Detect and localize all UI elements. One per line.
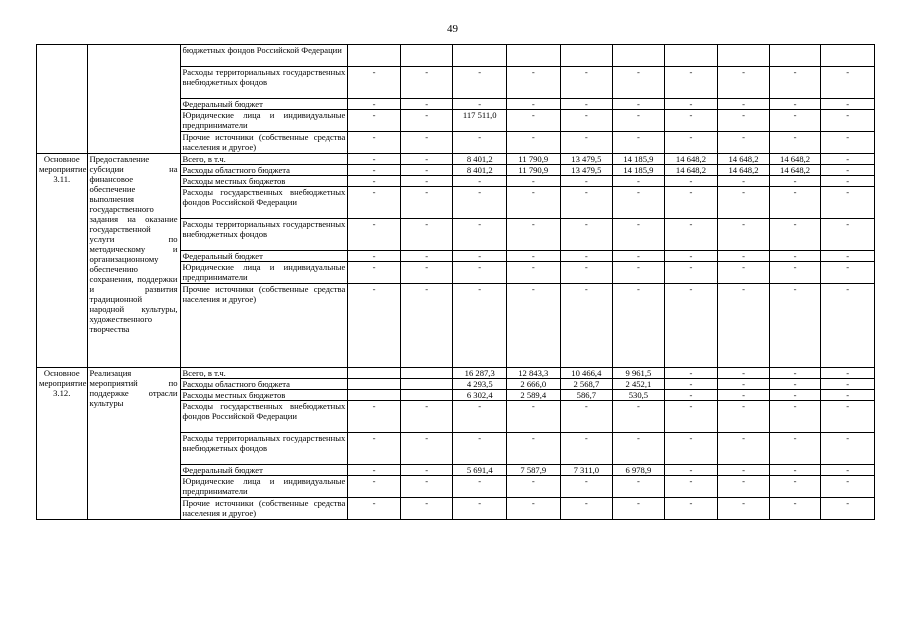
amount-cell: - [613,433,665,465]
amount-cell: - [400,433,453,465]
amount-cell: 14 648,2 [769,165,821,176]
amount-cell: - [507,67,561,99]
amount-cell: - [560,476,613,498]
amount-cell: - [769,498,821,520]
amount-cell: - [613,110,665,132]
amount-cell: - [453,99,507,110]
amount-cell: 2 568,7 [560,379,613,390]
amount-cell: - [821,67,875,99]
amount-cell: - [400,262,453,284]
amount-cell: - [821,176,875,187]
funding-source-cell: Прочие источники (собственные средства населения и другое) [180,132,348,154]
amount-cell: 14 185,9 [613,154,665,165]
amount-cell: - [821,401,875,433]
amount-cell: 2 666,0 [507,379,561,390]
amount-cell: - [664,476,718,498]
amount-cell: 8 401,2 [453,154,507,165]
funding-source-cell: Прочие источники (собственные средства населения и другое) [180,284,348,368]
amount-cell: - [664,251,718,262]
amount-cell: - [821,219,875,251]
amount-cell: - [664,498,718,520]
amount-cell: - [560,433,613,465]
measure-code-cell: Основное мероприятие 3.11. [37,154,88,368]
amount-cell: - [453,284,507,368]
amount-cell: - [718,132,770,154]
amount-cell: - [453,433,507,465]
funding-source-cell: Всего, в т.ч. [180,368,348,379]
amount-cell: 13 479,5 [560,154,613,165]
amount-cell: - [453,132,507,154]
amount-cell: - [769,219,821,251]
funding-source-cell: Прочие источники (собственные средства населения и другое) [180,498,348,520]
funding-source-cell: Расходы областного бюджета [180,165,348,176]
amount-cell: - [348,187,401,219]
amount-cell: - [560,132,613,154]
amount-cell: - [348,176,401,187]
amount-cell: - [769,132,821,154]
amount-cell: 2 589,4 [507,390,561,401]
amount-cell: - [664,284,718,368]
funding-source-cell: Расходы государственных внебюджетных фондов Российской Федерации [180,401,348,433]
amount-cell: - [400,67,453,99]
funding-source-cell: бюджетных фондов Российской Федерации [180,45,348,67]
funding-source-cell: Юридические лица и индивидуальные предприниматели [180,476,348,498]
amount-cell [664,45,718,67]
amount-cell: 5 691,4 [453,465,507,476]
amount-cell: - [507,401,561,433]
funding-source-cell: Федеральный бюджет [180,99,348,110]
amount-cell [400,390,453,401]
amount-cell: - [560,219,613,251]
amount-cell: 7 311,0 [560,465,613,476]
amount-cell: - [821,154,875,165]
amount-cell: - [613,401,665,433]
amount-cell: - [664,262,718,284]
amount-cell: 586,7 [560,390,613,401]
amount-cell: 8 401,2 [453,165,507,176]
amount-cell: - [560,401,613,433]
amount-cell: - [613,176,665,187]
amount-cell: - [507,219,561,251]
amount-cell: - [507,99,561,110]
amount-cell: 11 790,9 [507,154,561,165]
amount-cell [613,45,665,67]
amount-cell: - [718,187,770,219]
amount-cell: - [769,187,821,219]
amount-cell: - [821,187,875,219]
amount-cell: - [453,262,507,284]
amount-cell: - [821,390,875,401]
amount-cell: 9 961,5 [613,368,665,379]
amount-cell: - [718,262,770,284]
amount-cell: 10 466,4 [560,368,613,379]
amount-cell: - [664,433,718,465]
amount-cell: - [821,262,875,284]
funding-source-cell: Юридические лица и индивидуальные предприниматели [180,262,348,284]
amount-cell: - [769,368,821,379]
funding-source-cell: Расходы территориальных государственных внебюджетных фондов [180,433,348,465]
amount-cell: - [613,67,665,99]
amount-cell: - [769,379,821,390]
amount-cell [769,45,821,67]
amount-cell: - [507,187,561,219]
amount-cell: - [507,284,561,368]
amount-cell: - [400,401,453,433]
amount-cell [718,45,770,67]
funding-source-cell: Расходы территориальных государственных внебюджетных фондов [180,67,348,99]
amount-cell: 2 452,1 [613,379,665,390]
amount-cell: - [453,498,507,520]
amount-cell: 117 511,0 [453,110,507,132]
amount-cell: 14 648,2 [664,165,718,176]
amount-cell: - [821,110,875,132]
amount-cell [348,379,401,390]
amount-cell: - [560,284,613,368]
amount-cell: - [507,176,561,187]
amount-cell [400,45,453,67]
amount-cell: - [348,67,401,99]
amount-cell: - [348,110,401,132]
measure-code-cell: Основное мероприятие 3.12. [37,368,88,520]
amount-cell: - [507,433,561,465]
amount-cell: - [507,498,561,520]
funding-source-cell: Юридические лица и индивидуальные предприниматели [180,110,348,132]
amount-cell: - [348,465,401,476]
amount-cell: - [769,401,821,433]
table-row [37,45,875,67]
amount-cell: - [718,368,770,379]
amount-cell: 13 479,5 [560,165,613,176]
amount-cell [560,45,613,67]
amount-cell: - [664,401,718,433]
amount-cell: - [664,368,718,379]
page-number: 49 [447,23,458,35]
amount-cell: - [560,498,613,520]
amount-cell: - [821,251,875,262]
amount-cell: - [769,110,821,132]
table-body [37,45,875,520]
amount-cell: - [507,262,561,284]
amount-cell: - [718,284,770,368]
amount-cell: - [718,67,770,99]
amount-cell: - [400,154,453,165]
measure-name-cell [87,45,180,154]
amount-cell: 16 287,3 [453,368,507,379]
amount-cell: - [664,187,718,219]
amount-cell: - [348,251,401,262]
amount-cell: - [613,99,665,110]
amount-cell: - [718,176,770,187]
amount-cell: 6 302,4 [453,390,507,401]
amount-cell: - [348,165,401,176]
amount-cell: - [821,368,875,379]
amount-cell: - [453,176,507,187]
amount-cell: 14 648,2 [718,165,770,176]
amount-cell: - [400,99,453,110]
amount-cell: - [453,219,507,251]
amount-cell: - [821,476,875,498]
amount-cell: - [769,176,821,187]
measure-name-cell: Предоставление субсидии на финансовое обеспечение выполнения государственного задания на оказание государственной услуги по методическому и организационному обеспечению сохранения, поддержки и развития традиционной народной культуры, художественного творчества [87,154,180,368]
amount-cell: - [507,132,561,154]
amount-cell: - [769,390,821,401]
amount-cell: - [400,187,453,219]
amount-cell: - [613,132,665,154]
amount-cell: - [821,132,875,154]
amount-cell: 4 293,5 [453,379,507,390]
amount-cell: - [560,262,613,284]
table-row [37,368,875,379]
amount-cell: - [560,99,613,110]
amount-cell: - [348,433,401,465]
amount-cell: - [769,99,821,110]
amount-cell: - [718,476,770,498]
amount-cell: - [769,251,821,262]
amount-cell: - [821,498,875,520]
amount-cell: - [348,401,401,433]
amount-cell: - [664,390,718,401]
amount-cell: - [769,284,821,368]
amount-cell: - [718,110,770,132]
amount-cell: - [718,379,770,390]
amount-cell: - [821,465,875,476]
amount-cell: - [507,251,561,262]
amount-cell [348,368,401,379]
amount-cell: - [453,476,507,498]
amount-cell: - [664,176,718,187]
amount-cell: 12 843,3 [507,368,561,379]
amount-cell: - [507,110,561,132]
funding-source-cell: Расходы государственных внебюджетных фондов Российской Федерации [180,187,348,219]
amount-cell: - [560,176,613,187]
amount-cell: - [664,465,718,476]
amount-cell [348,390,401,401]
amount-cell: - [400,219,453,251]
amount-cell: - [348,262,401,284]
measure-name-cell: Реализация мероприятий по поддержке отрасли культуры [87,368,180,520]
amount-cell: - [769,433,821,465]
amount-cell: - [453,401,507,433]
amount-cell: - [348,219,401,251]
amount-cell: - [348,154,401,165]
amount-cell: - [613,284,665,368]
amount-cell: - [400,465,453,476]
amount-cell: - [613,498,665,520]
measure-code-cell [37,45,88,154]
amount-cell: - [613,187,665,219]
funding-source-cell: Расходы местных бюджетов [180,176,348,187]
amount-cell: - [664,219,718,251]
amount-cell: - [400,251,453,262]
funding-source-cell: Расходы местных бюджетов [180,390,348,401]
amount-cell: - [821,165,875,176]
funding-source-cell: Федеральный бюджет [180,465,348,476]
amount-cell: - [400,284,453,368]
amount-cell: - [718,219,770,251]
amount-cell: - [453,251,507,262]
funding-table [36,44,875,520]
amount-cell: 530,5 [613,390,665,401]
amount-cell: - [718,433,770,465]
funding-source-cell: Расходы территориальных государственных внебюджетных фондов [180,219,348,251]
amount-cell: - [507,476,561,498]
amount-cell: - [718,401,770,433]
amount-cell: 14 185,9 [613,165,665,176]
amount-cell: 14 648,2 [769,154,821,165]
amount-cell: - [348,498,401,520]
amount-cell: - [821,379,875,390]
amount-cell: - [718,465,770,476]
amount-cell: 6 978,9 [613,465,665,476]
amount-cell: 11 790,9 [507,165,561,176]
amount-cell: - [769,476,821,498]
amount-cell [348,45,401,67]
amount-cell: - [664,67,718,99]
amount-cell: - [821,99,875,110]
amount-cell: 7 587,9 [507,465,561,476]
amount-cell: - [400,165,453,176]
amount-cell: - [613,219,665,251]
amount-cell: - [769,262,821,284]
amount-cell: - [560,67,613,99]
amount-cell: - [769,465,821,476]
amount-cell: - [400,176,453,187]
amount-cell: - [613,251,665,262]
funding-source-cell: Расходы областного бюджета [180,379,348,390]
amount-cell [507,45,561,67]
amount-cell: - [560,187,613,219]
amount-cell: - [821,284,875,368]
amount-cell: - [718,99,770,110]
amount-cell: - [560,110,613,132]
amount-cell: - [348,476,401,498]
amount-cell [400,379,453,390]
amount-cell: - [560,251,613,262]
amount-cell: - [400,498,453,520]
amount-cell: - [400,110,453,132]
amount-cell: - [664,99,718,110]
table-row [37,154,875,165]
amount-cell: - [348,284,401,368]
amount-cell: - [453,187,507,219]
amount-cell: - [400,476,453,498]
amount-cell: - [718,251,770,262]
amount-cell [453,45,507,67]
amount-cell: - [400,132,453,154]
amount-cell: 14 648,2 [664,154,718,165]
funding-source-cell: Федеральный бюджет [180,251,348,262]
amount-cell: - [718,498,770,520]
amount-cell: - [613,476,665,498]
amount-cell: - [613,262,665,284]
amount-cell: 14 648,2 [718,154,770,165]
amount-cell: - [769,67,821,99]
amount-cell: - [664,379,718,390]
amount-cell: - [718,390,770,401]
amount-cell: - [821,433,875,465]
amount-cell: - [348,132,401,154]
amount-cell: - [453,67,507,99]
amount-cell: - [348,99,401,110]
funding-source-cell: Всего, в т.ч. [180,154,348,165]
amount-cell: - [664,132,718,154]
amount-cell [400,368,453,379]
amount-cell: - [664,110,718,132]
amount-cell [821,45,875,67]
